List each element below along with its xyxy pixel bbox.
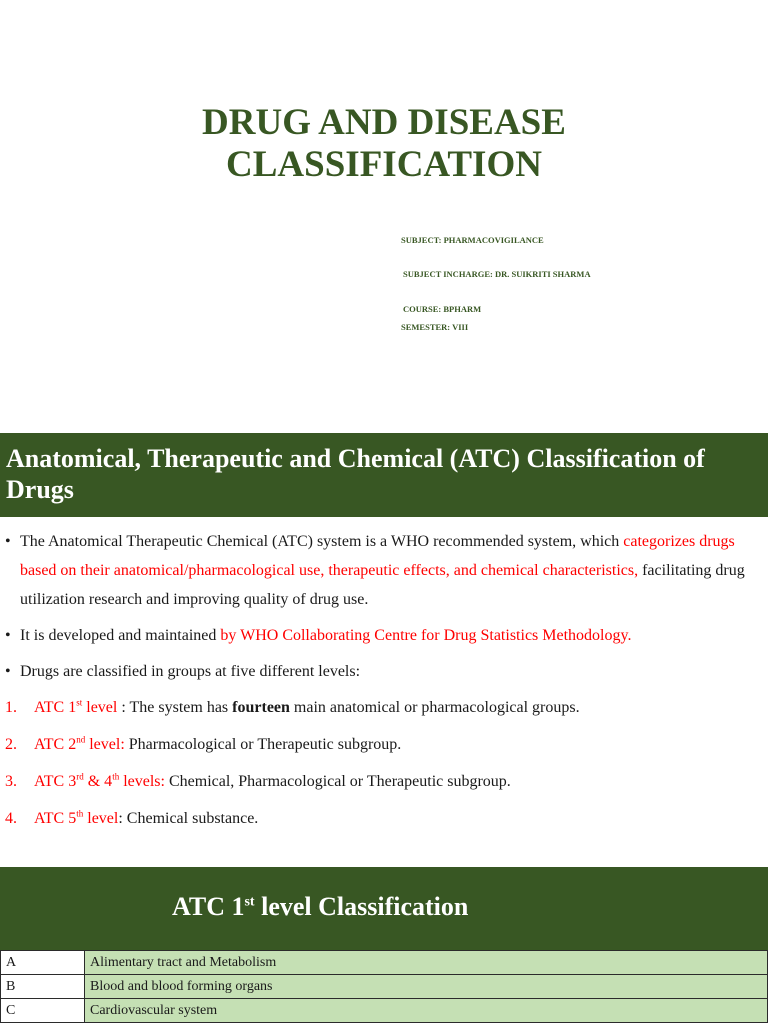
level-number: 2. [5, 736, 17, 753]
level1-heading: ATC 1st level Classification [172, 892, 469, 921]
level-label: ATC 5th level [34, 808, 119, 827]
bullet-highlight: by WHO Collaborating Centre for Drug Statistics Methodology. [220, 627, 632, 644]
table-row [1, 975, 768, 999]
level-bold-text: fourteen [232, 699, 290, 716]
semester-label: SEMESTER: VIII [401, 322, 469, 332]
bullet-text: Drugs are classified in groups at five different levels: [20, 663, 361, 680]
table-cell-code: A [1, 951, 85, 975]
table-row [1, 951, 768, 975]
page-title [0, 102, 768, 186]
atc-slide [0, 433, 768, 866]
level-label: ATC 1st level [34, 697, 118, 716]
atc-slide-content [0, 527, 768, 841]
bullet-text: The Anatomical Therapeutic Chemical (ATC) system is a WHO recommended system, which [20, 533, 624, 550]
course-label: COURSE: BPHARM [403, 304, 482, 314]
table-cell-description: Blood and blood forming organs [85, 975, 768, 999]
level-number: 3. [5, 773, 17, 790]
level-item-3 [0, 767, 768, 796]
level1-slide [0, 867, 768, 1024]
level-text: : The system has [117, 699, 233, 716]
incharge-label: SUBJECT INCHARGE: DR. SUIKRITI SHARMA [403, 269, 591, 279]
level-number: 1. [5, 699, 17, 716]
level1-heading-band [0, 867, 768, 950]
level-label: ATC 3rd & 4th levels: [34, 771, 165, 790]
subject-label: SUBJECT: PHARMACOVIGILANCE [401, 235, 544, 245]
bullet-highlight: categorizes drugs based on their anatomical/pharmacological use, therapeutic effects, and chemical characteristics, [20, 533, 735, 579]
title-slide [0, 0, 768, 432]
atc-slide-heading: Anatomical, Therapeutic and Chemical (ATC) Classification of Drugs [0, 433, 768, 517]
title-line-2: CLASSIFICATION [226, 144, 542, 185]
level-item-1 [0, 693, 768, 722]
bullet-dot: • [5, 663, 11, 680]
table-cell-description: Cardiovascular system [85, 999, 768, 1023]
table-cell-code: B [1, 975, 85, 999]
bullet-text: It is developed and maintained [20, 627, 221, 644]
table-cell-description: Alimentary tract and Metabolism [85, 951, 768, 975]
table-row [1, 999, 768, 1023]
level-label: ATC 2nd level: [34, 734, 125, 753]
level-item-4 [0, 804, 768, 833]
title-line-1: DRUG AND DISEASE [202, 102, 566, 143]
bullet-maintainer [0, 621, 768, 650]
bullet-atc-definition [0, 527, 768, 614]
atc-level1-table [0, 950, 768, 1023]
level-item-2 [0, 730, 768, 759]
bullet-levels-intro [0, 657, 768, 686]
bullet-text: facilitating drug utilization research and improving quality of drug use. [20, 562, 745, 608]
table-cell-code: C [1, 999, 85, 1023]
level-text: main anatomical or pharmacological groups. [289, 699, 580, 716]
level-number: 4. [5, 810, 17, 827]
level-text: Pharmacological or Therapeutic subgroup. [124, 736, 402, 753]
bullet-dot: • [5, 627, 11, 644]
level-text: Chemical, Pharmacological or Therapeutic subgroup. [164, 773, 511, 790]
level-text: : Chemical substance. [118, 810, 259, 827]
bullet-dot: • [5, 533, 11, 550]
